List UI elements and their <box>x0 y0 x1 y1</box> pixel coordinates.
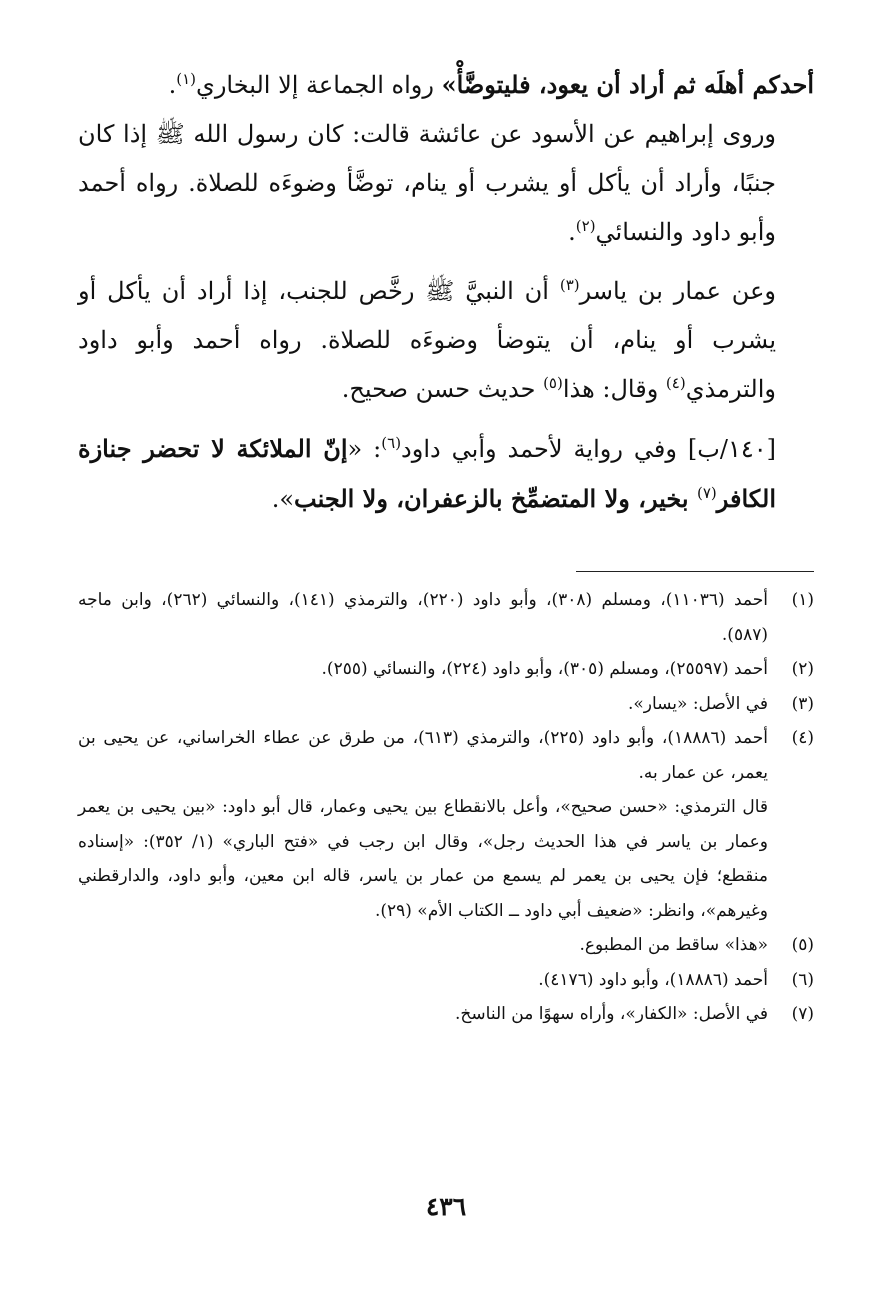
footnote-ref-4: (٤) <box>665 374 686 392</box>
main-text <box>78 60 814 524</box>
paragraph-1: أحدكم أهلَه ثم أراد أن يعود، فليتوضَّأْ» رواه الجماعة إلا البخاري$^{(١)}$. <box>168 70 814 99</box>
footnote-separator <box>576 571 814 572</box>
paragraph-4: [١٤٠/ب] وفي رواية لأحمد وأبي داود$^{(٦)}$: «إنّ الملائكة لا تحضر جنازة الكافر$^{(٧)}$ بخير، ولا المتضمِّخ بالزعفران، ولا الجنب». <box>78 434 776 513</box>
paragraph-text: رواه الجماعة إلا البخاري <box>196 71 442 99</box>
footnote-6 <box>78 963 814 998</box>
footnote-ref-2: (٢) <box>575 217 596 235</box>
footnote-number: (٥) <box>791 935 814 955</box>
footnote-2 <box>78 652 814 687</box>
footnote-5 <box>78 928 814 963</box>
footnote-1 <box>78 583 814 652</box>
footnote-text: أحمد (٢٥٥٩٧)، ومسلم (٣٠٥)، وأبو داود (٢٢٤)، والنسائي (٢٥٥). <box>321 659 768 679</box>
footnote-4 <box>78 721 814 928</box>
paragraph-3: وعن عمار بن ياسر$^{(٣)}$ أن النبيَّ ﷺ رخَّص للجنب، إذا أراد أن يأكل أو يشرب أو ينام، أن يتوضأ وضوءَه للصلاة. رواه أحمد وأبو داود والترمذي$^{(٤)}$ وقال: هذا$^{(٥)}$ حديث حسن صحيح. <box>78 276 776 403</box>
footnote-text: قال الترمذي: «حسن صحيح»، وأعل بالانقطاع بين يحيى وعمار، قال أبو داود: «بين يحيى بن يعمر وعمار بن ياسر في هذا الحديث رجل»، وقال ابن رجب في «فتح الباري» (١/ ٣٥٢): «إسناده منقطع؛ فإن يحيى بن يعمر لم يسمع من عمار بن ياسر، قاله ابن معين، وأبو داود، والدارقطني وغيرهم»، وانظر: «ضعيف أبي داود ــ الكتاب الأم» (٢٩). <box>78 797 768 921</box>
footnote-7 <box>78 997 814 1032</box>
paragraph-text: وروى إبراهيم عن الأسود عن عائشة قالت: كان رسول الله ﷺ إذا كان جنبًا، وأراد أن يأكل أو يشرب أو ينام، توضَّأ وضوءَه للصلاة. رواه أحمد وأبو داود والنسائي <box>78 120 776 246</box>
footnotes <box>78 583 814 1032</box>
footnote-text: أحمد (١١٠٣٦)، ومسلم (٣٠٨)، وأبو داود (٢٢٠)، والترمذي (١٤١)، والنسائي (٢٦٢)، وابن ماجه (٥٨٧). <box>78 590 768 645</box>
footnote-3 <box>78 687 814 722</box>
footnote-number: (١) <box>791 590 814 610</box>
footnote-ref-7: (٧) <box>696 484 717 502</box>
footnote-number: (٤) <box>791 728 814 748</box>
footnote-text: في الأصل: «الكفار»، وأراه سهوًا من الناسخ. <box>455 1004 768 1024</box>
footnote-number: (٧) <box>791 1004 814 1024</box>
footnote-number: (٦) <box>791 969 814 990</box>
paragraph-2: وروى إبراهيم عن الأسود عن عائشة قالت: كان رسول الله ﷺ إذا كان جنبًا، وأراد أن يأكل أو يشرب أو ينام، توضَّأ وضوءَه للصلاة. رواه أحمد وأبو داود والنسائي$^{(٢)}$. <box>78 120 776 246</box>
footnote-ref-1: (١) <box>176 70 197 88</box>
footnote-ref-5: (٥) <box>543 374 563 392</box>
hadith-text: بخير، ولا المتضمِّخ بالزعفران، ولا الجنب <box>294 484 697 513</box>
footnote-ref-6: (٦) <box>381 434 402 452</box>
footnote-number: (٢) <box>791 659 814 679</box>
footnote-ref-3: (٣) <box>559 276 580 294</box>
hadith-text: إنّ الملائكة لا تحضر جنازة الكافر <box>78 434 776 513</box>
page-number: ٤٣٦ <box>425 1192 467 1221</box>
footnote-text: أحمد (١٨٨٨٦)، وأبو داود (٤١٧٦). <box>538 969 768 990</box>
hadith-text: أحدكم أهلَه ثم أراد أن يعود، فليتوضَّأْ» <box>441 70 814 99</box>
footnote-text: أحمد (١٨٨٨٦)، وأبو داود (٢٢٥)، والترمذي (٦١٣)، من طرق عن عطاء الخراساني، عن يحيى بن يعمر، عن عمار به. <box>78 728 768 783</box>
footnote-text: «هذا» ساقط من المطبوع. <box>579 935 768 955</box>
footnote-text: في الأصل: «يسار». <box>627 693 768 714</box>
footnote-number: (٣) <box>791 693 814 714</box>
